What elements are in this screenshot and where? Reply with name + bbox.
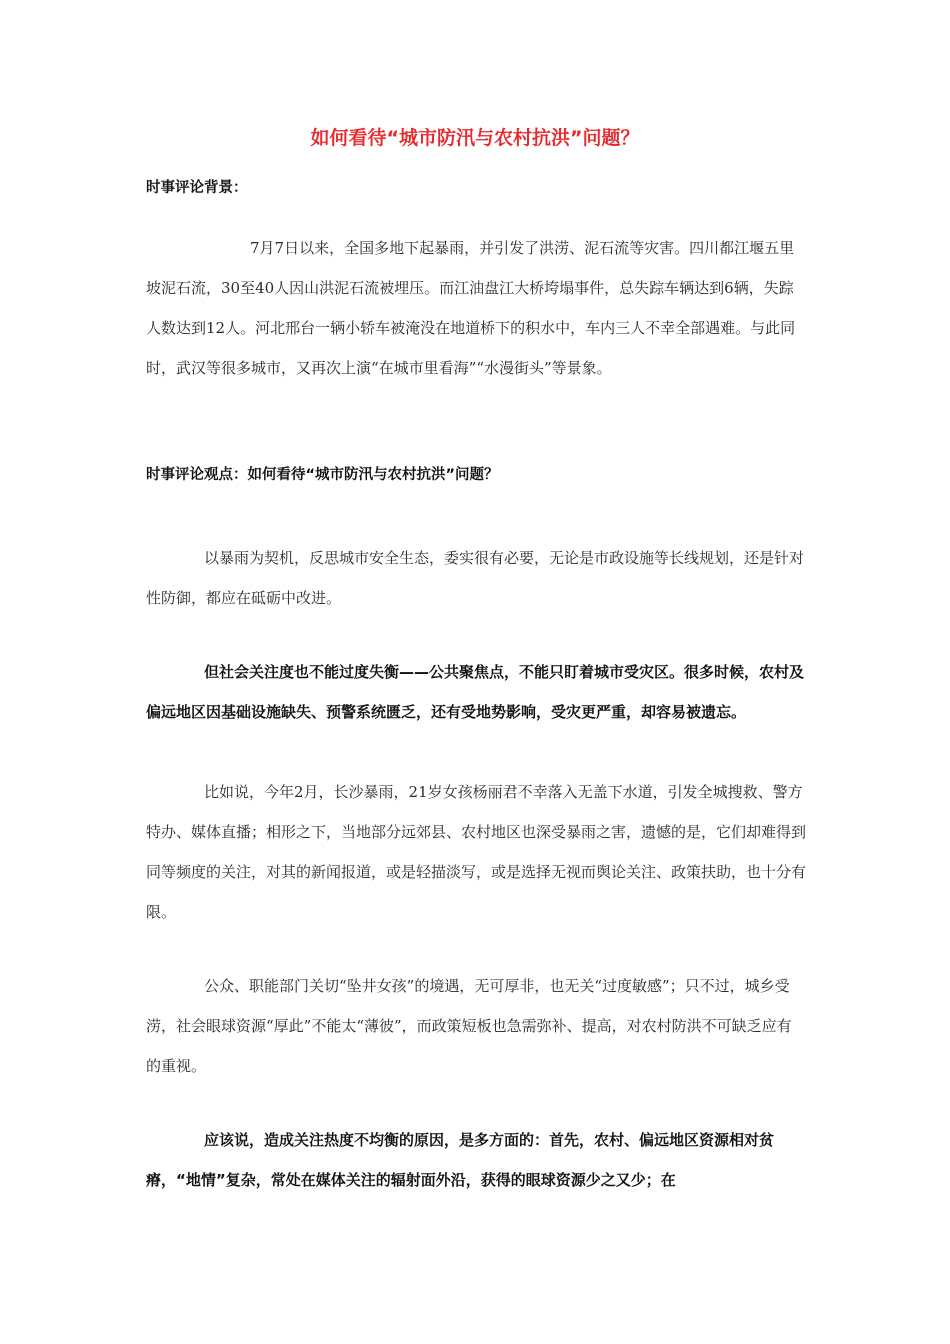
background-heading: 时事评论背景：	[146, 180, 248, 196]
paragraph-1	[146, 538, 806, 618]
viewpoint-heading: 时事评论观点：如何看待“城市防汛与农村抗洪”问题？	[146, 467, 499, 483]
background-paragraph	[146, 228, 806, 388]
paragraph-4-text: 公众、职能部门关切“坠井女孩”的境遇，无可厚非，也无关“过度敏感”；只不过，城乡受涝，社会眼球资源“厚此”不能太“薄彼”，而政策短板也急需弥补、提高，对农村防洪不可缺乏应有的重视。	[146, 977, 792, 1075]
document-title: 如何看待“城市防汛与农村抗洪”问题？	[310, 127, 640, 149]
paragraph-3-text: 比如说，今年2月，长沙暴雨，21岁女孩杨丽君不幸落入无盖下水道，引发全城搜救、警方特办、媒体直播；相形之下，当地部分远郊县、农村地区也深受暴雨之害，遗憾的是，它们却难得到同等频度的关注，对其的新闻报道，或是轻描淡写，或是选择无视而舆论关注、政策扶助，也十分有限。	[146, 783, 807, 921]
paragraph-2	[146, 652, 806, 732]
paragraph-5	[146, 1120, 806, 1200]
paragraph-5-text: 应该说，造成关注热度不均衡的原因，是多方面的：首先，农村、偏远地区资源相对贫瘠，“地情”复杂，常处在媒体关注的辐射面外沿，获得的眼球资源少之又少；在	[146, 1131, 775, 1189]
paragraph-3	[146, 772, 806, 932]
paragraph-1-text: 以暴雨为契机，反思城市安全生态，委实很有必要，无论是市政设施等长线规划，还是针对性防御，都应在砥砺中改进。	[146, 549, 805, 607]
paragraph-4	[146, 966, 806, 1086]
paragraph-2-text: 但社会关注度也不能过度失衡——公共聚焦点，不能只盯着城市受灾区。很多时候，农村及偏远地区因基础设施缺失、预警系统匮乏，还有受地势影响，受灾更严重，却容易被遗忘。	[146, 663, 805, 721]
background-text: 7月7日以来，全国多地下起暴雨，并引发了洪涝、泥石流等灾害。四川都江堰五里坡泥石流，30至40人因山洪泥石流被埋压。而江油盘江大桥垮塌事件，总失踪车辆达到6辆，失踪人数达到12人。河北邢台一辆小轿车被淹没在地道桥下的积水中，车内三人不幸全部遇难。与此同时，武汉等很多城市，又再次上演“在城市里看海”“水漫街头”等景象。	[146, 239, 796, 377]
